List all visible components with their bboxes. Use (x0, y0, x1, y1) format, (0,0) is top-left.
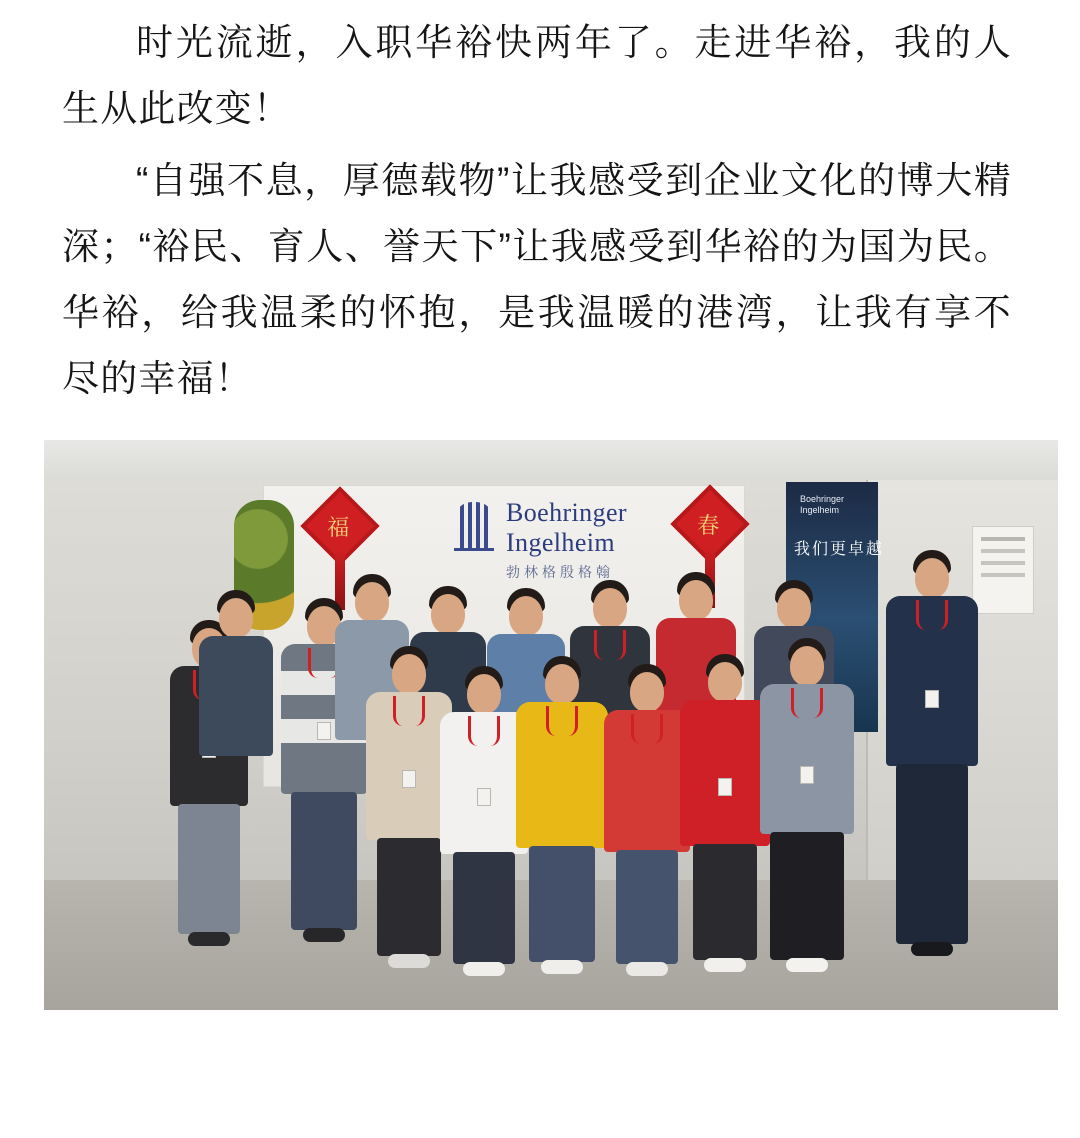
head (708, 662, 742, 702)
head (790, 646, 824, 686)
article-text-block (0, 0, 1080, 412)
head (679, 580, 713, 620)
head (777, 588, 811, 628)
shoes (786, 958, 828, 972)
legs (377, 838, 441, 956)
head (467, 674, 501, 714)
rollup-logo-line-2: Ingelheim (800, 505, 840, 515)
boehringer-logo-icon (454, 502, 494, 551)
badge (800, 766, 814, 784)
person-back-10 (880, 550, 984, 980)
shoes (704, 958, 746, 972)
person-front-6 (756, 638, 858, 986)
lanyard (791, 688, 823, 718)
lanyard (916, 600, 948, 630)
shoes (463, 962, 505, 976)
brand-line-2: Ingelheim (506, 528, 616, 557)
rollup-logo-text (800, 494, 844, 516)
badge (477, 788, 491, 806)
torso (199, 636, 273, 756)
legs (693, 844, 757, 960)
legs (896, 764, 968, 944)
person-front-3 (512, 656, 612, 982)
paragraph-2: “自强不息，厚德载物”让我感受到企业文化的博大精深；“裕民、育人、誉天下”让我感受到华裕的为国为民。华裕，给我温柔的怀抱，是我温暖的港湾，让我有享不尽的幸福！ (62, 160, 1012, 399)
rollup-logo-line-1: Boehringer (800, 494, 845, 504)
legs (453, 852, 515, 964)
head (915, 558, 949, 598)
badge (402, 770, 416, 788)
legs (529, 846, 595, 962)
knot-char-left: 福 (327, 515, 350, 541)
badge (317, 722, 331, 740)
shoes (388, 954, 430, 968)
shoes (188, 932, 230, 946)
head (509, 596, 543, 636)
shoes (626, 962, 668, 976)
group-photo (44, 440, 1058, 1010)
legs (770, 832, 844, 960)
lanyard (709, 704, 741, 734)
badge (925, 690, 939, 708)
photo-container (0, 440, 1080, 1010)
rollup-slogan: 我们更卓越 (794, 541, 885, 558)
brand-line-1: Boehringer (506, 498, 627, 527)
shoes (541, 960, 583, 974)
legs (178, 804, 240, 934)
brand-name-chinese: 勃林格殷格翰 (506, 564, 614, 580)
legs (616, 850, 678, 964)
legs (291, 792, 357, 930)
knot-char-right: 春 (697, 513, 720, 539)
lanyard (631, 714, 663, 744)
head (593, 588, 627, 628)
head (219, 598, 253, 638)
head (545, 664, 579, 704)
shoes (303, 928, 345, 942)
person-back-2 (196, 590, 276, 790)
shoes (911, 942, 953, 956)
head (355, 582, 389, 622)
lanyard (468, 716, 500, 746)
head (431, 594, 465, 634)
paragraph-1: 时光流逝，入职华裕快两年了。走进华裕，我的人生从此改变！ (62, 22, 1012, 129)
head (630, 672, 664, 712)
head (392, 654, 426, 694)
lanyard (393, 696, 425, 726)
brand-name (506, 498, 627, 558)
lanyard (546, 706, 578, 736)
badge (718, 778, 732, 796)
